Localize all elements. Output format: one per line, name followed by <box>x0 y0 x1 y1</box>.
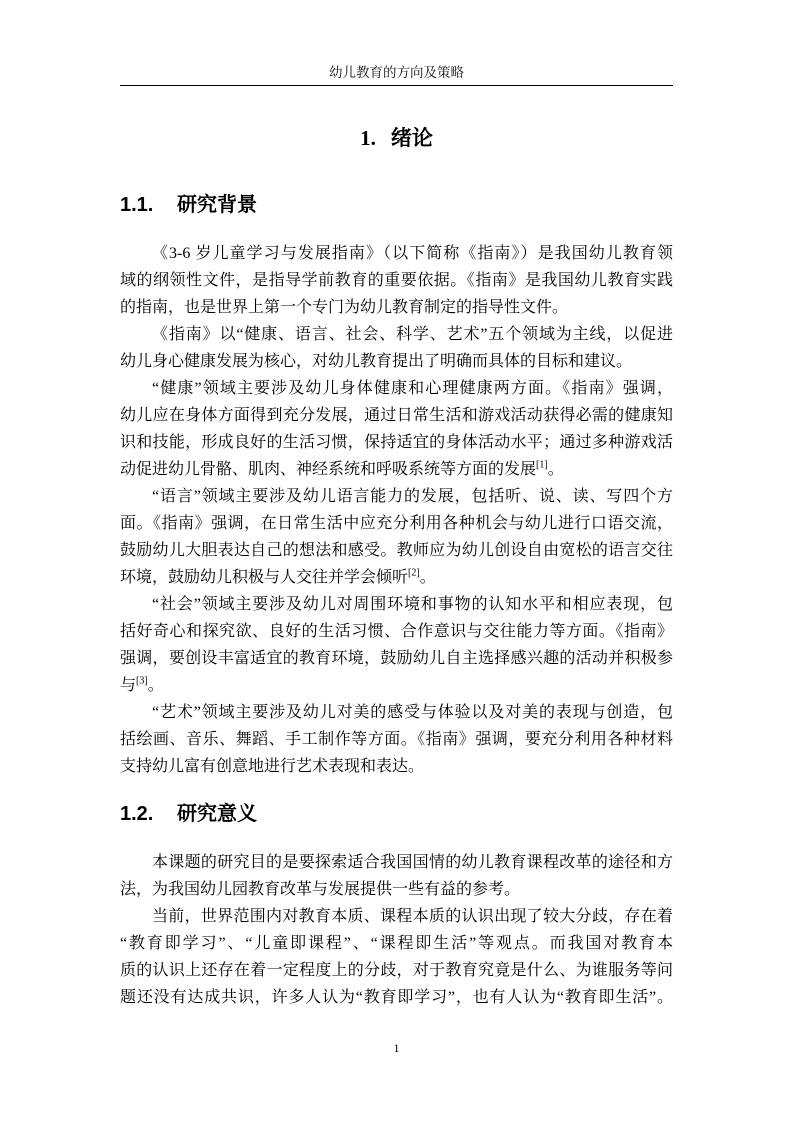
text-line <box>120 483 673 510</box>
text-line <box>120 375 673 402</box>
section-title: 研究背景 <box>177 194 257 216</box>
text-line <box>120 753 673 780</box>
text-line <box>120 957 673 984</box>
paragraph <box>120 240 673 321</box>
section-number: 1.1. <box>120 194 154 216</box>
text-line <box>120 537 673 564</box>
line-text: 幼儿身心健康发展为核心，对幼儿教育提出了明确而具体的目标和建议。 <box>120 352 633 370</box>
line-text: 支持幼儿富有创意地进行艺术表现和表达。 <box>120 757 425 775</box>
line-text: 《指南》以“健康、语言、社会、科学、艺术”五个领域为主线，以促进 <box>152 325 673 343</box>
text-line <box>120 618 673 645</box>
paragraph <box>120 849 673 903</box>
text-line <box>120 930 673 957</box>
text-line <box>120 849 673 876</box>
running-title: 幼儿教育的方向及策略 <box>329 65 464 80</box>
line-text: 动促进幼儿骨骼、肌肉、神经系统和呼吸系统等方面的发展 <box>120 460 537 478</box>
chapter-number: 1. <box>360 126 376 150</box>
text-line <box>120 267 673 294</box>
text-line <box>120 645 673 672</box>
line-text: 幼儿应在身体方面得到充分发展，通过日常生活和游戏活动获得必需的健康知 <box>120 406 673 424</box>
paragraph <box>120 483 673 591</box>
line-text: 环境，鼓励幼儿积极与人交往并学会倾听 <box>120 568 409 586</box>
text-line <box>120 564 673 591</box>
line-text: “教育即学习”、“儿童即课程”、“课程即生活”等观点。而我国对教育本 <box>120 934 673 952</box>
line-text: 的指南，也是世界上第一个专门为幼儿教育制定的指导性文件。 <box>120 298 569 316</box>
text-line <box>120 240 673 267</box>
line-text: 当前，世界范围内对教育本质、课程本质的认识出现了较大分歧，存在着 <box>152 907 673 925</box>
text-line <box>120 510 673 537</box>
line-text: 鼓励幼儿大胆表达自己的想法和感受。教师应为幼儿创设自由宽松的语言交往 <box>120 541 673 559</box>
line-text: “社会”领域主要涉及幼儿对周围环境和事物的认知水平和相应表现，包 <box>152 595 673 613</box>
section-title: 研究意义 <box>177 803 257 825</box>
text-line <box>120 591 673 618</box>
text-line <box>120 294 673 321</box>
text-line <box>120 984 673 1011</box>
paragraph <box>120 375 673 483</box>
section-heading <box>120 192 673 218</box>
chapter-title <box>120 123 673 153</box>
line-end: 。 <box>147 676 164 694</box>
section-body <box>120 240 673 780</box>
text-line <box>120 429 673 456</box>
line-text: 法，为我国幼儿园教育改革与发展提供一些有益的参考。 <box>120 880 521 898</box>
line-text: 与 <box>120 676 137 694</box>
text-line <box>120 348 673 375</box>
line-text: “健康”领域主要涉及幼儿身体健康和心理健康两方面。《指南》强调， <box>152 379 673 397</box>
text-line <box>120 726 673 753</box>
text-line <box>120 456 673 483</box>
text-line <box>120 402 673 429</box>
chapter-heading-text: 绪论 <box>390 126 433 150</box>
text-line <box>120 672 673 699</box>
line-text: 题还没有达成共识，许多人认为“教育即学习”，也有人认为“教育即生活”。 <box>120 988 673 1006</box>
section-number: 1.2. <box>120 803 154 825</box>
line-text: 面。《指南》强调，在日常生活中应充分利用各种机会与幼儿进行口语交流， <box>120 514 673 532</box>
line-text: 域的纲领性文件，是指导学前教育的重要依据。《指南》是我国幼儿教育实践 <box>120 271 673 289</box>
paragraph <box>120 699 673 780</box>
line-text: 《3-6 岁儿童学习与发展指南》（以下简称《指南》）是我国幼儿教育领 <box>152 244 673 262</box>
line-text: 括好奇心和探究欲、良好的生活习惯、合作意识与交往能力等方面。《指南》 <box>120 622 673 640</box>
text-line <box>120 876 673 903</box>
line-text: 识和技能，形成良好的生活习惯，保持适宜的身体活动水平；通过多种游戏活 <box>120 433 673 451</box>
line-text: 强调，要创设丰富适宜的教育环境，鼓励幼儿自主选择感兴趣的活动并积极参 <box>120 649 673 667</box>
section-body <box>120 849 673 1011</box>
line-text: 本课题的研究目的是要探索适合我国国情的幼儿教育课程改革的途径和方 <box>152 853 673 871</box>
paragraph <box>120 321 673 375</box>
citation-ref: [1] <box>536 459 548 471</box>
line-end: 。 <box>419 568 436 586</box>
running-header <box>120 64 673 82</box>
text-line <box>120 699 673 726</box>
line-text: “语言”领域主要涉及幼儿语言能力的发展，包括听、说、读、写四个方 <box>152 487 673 505</box>
text-line <box>120 903 673 930</box>
paragraph <box>120 591 673 699</box>
citation-ref: [3] <box>136 675 148 687</box>
line-end: 。 <box>547 460 564 478</box>
header-rule <box>120 85 673 86</box>
citation-ref: [2] <box>408 567 420 579</box>
line-text: 质的认识上还存在着一定程度上的分歧，对于教育究竟是什么、为谁服务等问 <box>120 961 673 979</box>
line-text: “艺术”领域主要涉及幼儿对美的感受与体验以及对美的表现与创造，包 <box>152 703 673 721</box>
section-heading <box>120 801 673 827</box>
page-number: 1 <box>393 1041 400 1055</box>
paragraph <box>120 903 673 1011</box>
text-line <box>120 321 673 348</box>
line-text: 括绘画、音乐、舞蹈、手工制作等方面。《指南》强调，要充分利用各种材料 <box>120 730 673 748</box>
